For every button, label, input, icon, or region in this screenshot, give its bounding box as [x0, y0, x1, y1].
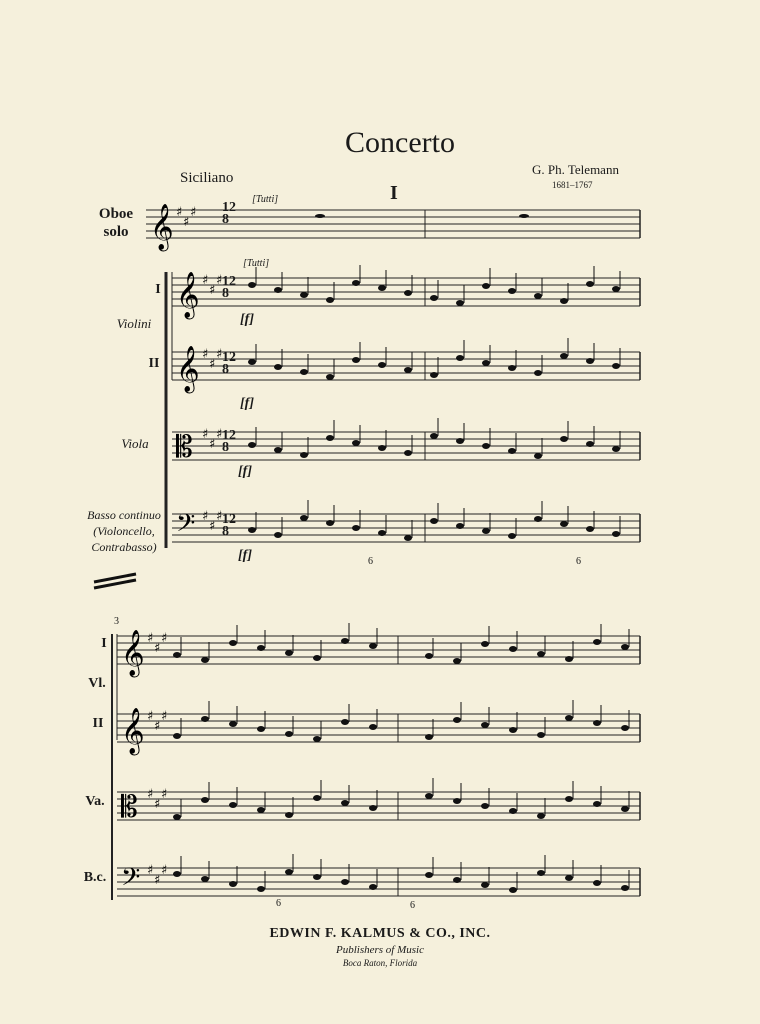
- staff-viola: [172, 427, 640, 465]
- bc-label-2: (Violoncello,: [93, 524, 155, 538]
- note-head: [586, 358, 594, 364]
- note-head: [173, 733, 181, 739]
- rest-icon: [315, 214, 325, 218]
- note-head: [274, 447, 282, 453]
- note-head: [404, 450, 412, 456]
- dynamic-v1: [f]: [240, 312, 254, 327]
- note-head: [430, 295, 438, 301]
- note-head: [352, 357, 360, 363]
- staff-lines: [117, 200, 640, 898]
- note-head: [509, 727, 517, 733]
- note-head: [285, 869, 293, 875]
- note-head: [537, 732, 545, 738]
- note-head: [560, 353, 568, 359]
- note-head: [229, 881, 237, 887]
- note-head: [257, 726, 265, 732]
- note-head: [341, 719, 349, 725]
- note-head: [313, 655, 321, 661]
- note-head: [425, 653, 433, 659]
- publisher-subtitle: Publishers of Music: [336, 944, 424, 956]
- note-head: [274, 532, 282, 538]
- note-head: [201, 716, 209, 722]
- note-head: [481, 803, 489, 809]
- note-head: [612, 286, 620, 292]
- note-head: [248, 442, 256, 448]
- bass-clef-icon: 𝄢: [176, 509, 196, 544]
- note-head: [248, 282, 256, 288]
- note-head: [274, 287, 282, 293]
- page-title: Concerto: [345, 126, 455, 159]
- note-head: [313, 736, 321, 742]
- note-head: [248, 359, 256, 365]
- note-head: [537, 870, 545, 876]
- sharp-icon: ♯: [209, 357, 216, 372]
- note-head: [586, 441, 594, 447]
- note-head: [300, 369, 308, 375]
- note-head: [257, 886, 265, 892]
- sys2-viola-label: Va.: [85, 794, 105, 809]
- note-head: [173, 871, 181, 877]
- note-head: [593, 801, 601, 807]
- note-head: [560, 521, 568, 527]
- tutti-strings: [Tutti]: [243, 258, 270, 269]
- measure-number: 3: [114, 616, 119, 627]
- note-head: [593, 880, 601, 886]
- note-head: [453, 658, 461, 664]
- tutti-oboe: [Tutti]: [252, 194, 279, 205]
- note-head: [612, 363, 620, 369]
- sharp-icon: ♯: [202, 509, 209, 524]
- note-head: [378, 530, 386, 536]
- note-head: [456, 438, 464, 444]
- note-head: [621, 806, 629, 812]
- note-head: [593, 639, 601, 645]
- note-head: [481, 641, 489, 647]
- sharp-icon: ♯: [216, 509, 223, 524]
- note-head: [537, 651, 545, 657]
- sharp-icon: ♯: [190, 205, 197, 220]
- note-head: [534, 293, 542, 299]
- note-head: [508, 448, 516, 454]
- note-head: [453, 798, 461, 804]
- note-head: [352, 280, 360, 286]
- note-head: [612, 446, 620, 452]
- note-head: [430, 518, 438, 524]
- note-head: [229, 721, 237, 727]
- timesig-v1: 12 8: [222, 274, 236, 301]
- sharp-icon: ♯: [202, 273, 209, 288]
- note-head: [341, 638, 349, 644]
- note-head: [326, 297, 334, 303]
- note-head: [229, 802, 237, 808]
- rest-icon: [519, 214, 529, 218]
- publisher-name: EDWIN F. KALMUS & CO., INC.: [269, 926, 491, 941]
- note-head: [352, 440, 360, 446]
- note-head: [456, 300, 464, 306]
- figure-6-d: 6: [410, 900, 415, 911]
- violin1-label: I: [155, 282, 161, 297]
- note-head: [560, 298, 568, 304]
- note-head: [560, 436, 568, 442]
- note-head: [586, 281, 594, 287]
- dynamic-bc: [f]: [238, 548, 252, 563]
- note-head: [173, 652, 181, 658]
- sharp-icon: ♯: [147, 863, 154, 878]
- note-head: [369, 643, 377, 649]
- note-head: [621, 725, 629, 731]
- sys2-violin2-label: II: [92, 716, 104, 731]
- viola-label: Viola: [121, 436, 149, 451]
- sharp-icon: ♯: [202, 347, 209, 362]
- note-head: [404, 535, 412, 541]
- movement-number: I: [390, 182, 398, 204]
- note-head: [593, 720, 601, 726]
- note-head: [482, 360, 490, 366]
- note-head: [326, 374, 334, 380]
- note-head: [300, 292, 308, 298]
- note-head: [404, 367, 412, 373]
- sharp-icon: ♯: [209, 283, 216, 298]
- sharp-icon: ♯: [154, 797, 161, 812]
- note-head: [534, 453, 542, 459]
- note-head: [300, 452, 308, 458]
- note-head: [508, 533, 516, 539]
- note-head: [248, 527, 256, 533]
- note-head: [509, 887, 517, 893]
- note-head: [508, 288, 516, 294]
- sys2-vl-label: Vl.: [88, 676, 106, 691]
- note-head: [482, 443, 490, 449]
- note-head: [378, 285, 386, 291]
- note-head: [300, 515, 308, 521]
- note-head: [425, 734, 433, 740]
- alto-clef-icon: 𝄡: [176, 430, 193, 465]
- sys2-bc-label: B.c.: [83, 870, 107, 885]
- figure-6-b: 6: [576, 556, 581, 567]
- note-head: [508, 365, 516, 371]
- tempo-marking: Siciliano: [180, 170, 234, 186]
- sharp-icon: ♯: [147, 631, 154, 646]
- note-head: [369, 724, 377, 730]
- dynamic-va: [f]: [238, 464, 252, 479]
- note-head: [612, 531, 620, 537]
- bc-label-3: Contrabasso): [91, 540, 157, 554]
- note-head: [430, 433, 438, 439]
- note-head: [430, 372, 438, 378]
- note-head: [369, 805, 377, 811]
- publisher-location: Boca Raton, Florida: [342, 958, 418, 968]
- note-head: [482, 528, 490, 534]
- sharp-icon: ♯: [209, 437, 216, 452]
- staff2-violin2: [117, 708, 640, 756]
- note-head: [621, 885, 629, 891]
- note-head: [274, 364, 282, 370]
- sharp-icon: ♯: [161, 631, 168, 646]
- sharp-icon: ♯: [209, 519, 216, 534]
- note-head: [352, 525, 360, 531]
- timesig-bc: 12 8: [222, 512, 236, 539]
- note-head: [201, 876, 209, 882]
- note-head: [425, 793, 433, 799]
- treble-clef-icon: 𝄞: [121, 708, 145, 754]
- staff-oboe: [146, 200, 640, 252]
- bass-clef-icon: 𝄢: [121, 863, 141, 898]
- note-head: [341, 879, 349, 885]
- note-head: [257, 645, 265, 651]
- note-head: [621, 644, 629, 650]
- sharp-icon: ♯: [176, 205, 183, 220]
- staff2-violin1: [117, 630, 640, 678]
- note-head: [285, 650, 293, 656]
- sharp-icon: ♯: [147, 787, 154, 802]
- note-head: [509, 808, 517, 814]
- note-head: [378, 445, 386, 451]
- note-head: [453, 877, 461, 883]
- note-head: [565, 715, 573, 721]
- sharp-icon: ♯: [216, 427, 223, 442]
- note-head: [201, 657, 209, 663]
- notes: [173, 214, 629, 893]
- sharp-icon: ♯: [161, 787, 168, 802]
- sharp-icon: ♯: [183, 215, 190, 230]
- note-head: [453, 717, 461, 723]
- figure-6-a: 6: [368, 556, 373, 567]
- system-separator: [94, 574, 136, 588]
- note-head: [404, 290, 412, 296]
- dynamic-v2: [f]: [240, 396, 254, 411]
- violini-label: Violini: [116, 316, 152, 331]
- violin2-label: II: [148, 356, 160, 371]
- figure-6-c: 6: [276, 898, 281, 909]
- note-head: [534, 516, 542, 522]
- note-head: [456, 355, 464, 361]
- note-head: [565, 796, 573, 802]
- note-head: [586, 526, 594, 532]
- treble-clef-icon: 𝄞: [176, 346, 200, 392]
- note-head: [565, 875, 573, 881]
- sharp-icon: ♯: [147, 709, 154, 724]
- note-head: [229, 640, 237, 646]
- note-head: [326, 435, 334, 441]
- note-head: [482, 283, 490, 289]
- note-head: [534, 370, 542, 376]
- note-head: [456, 523, 464, 529]
- note-head: [565, 656, 573, 662]
- staff2-bc: [117, 863, 640, 898]
- note-head: [369, 884, 377, 890]
- note-head: [257, 807, 265, 813]
- note-head: [537, 813, 545, 819]
- sys2-violin1-label: I: [101, 636, 107, 651]
- sharp-icon: ♯: [161, 709, 168, 724]
- oboe-label-2: solo: [103, 224, 129, 240]
- note-head: [326, 520, 334, 526]
- note-head: [201, 797, 209, 803]
- alto-clef-icon: 𝄡: [121, 790, 138, 825]
- staff-violin1: [172, 272, 640, 320]
- note-head: [173, 814, 181, 820]
- sharp-icon: ♯: [216, 273, 223, 288]
- note-head: [378, 362, 386, 368]
- timesig-va: 12 8: [222, 428, 236, 455]
- timesig-oboe: 12 8: [222, 200, 236, 227]
- staff2-viola: [117, 787, 640, 825]
- sharp-icon: ♯: [154, 641, 161, 656]
- sharp-icon: ♯: [202, 427, 209, 442]
- note-head: [481, 722, 489, 728]
- treble-clef-icon: 𝄞: [121, 630, 145, 676]
- sharp-icon: ♯: [216, 347, 223, 362]
- composer-years: 1681–1767: [552, 180, 593, 190]
- note-head: [285, 731, 293, 737]
- oboe-label-1: Oboe: [98, 206, 134, 222]
- note-head: [313, 874, 321, 880]
- timesig-v2: 12 8: [222, 350, 236, 377]
- note-head: [425, 872, 433, 878]
- note-head: [481, 882, 489, 888]
- note-head: [313, 795, 321, 801]
- note-head: [509, 646, 517, 652]
- note-head: [341, 800, 349, 806]
- bc-label-1: Basso continuo: [87, 508, 161, 522]
- note-head: [285, 812, 293, 818]
- treble-clef-icon: 𝄞: [176, 272, 200, 318]
- sharp-icon: ♯: [154, 719, 161, 734]
- composer-name: G. Ph. Telemann: [532, 162, 619, 177]
- sharp-icon: ♯: [161, 863, 168, 878]
- treble-clef-icon: 𝄞: [150, 204, 174, 250]
- sharp-icon: ♯: [154, 873, 161, 888]
